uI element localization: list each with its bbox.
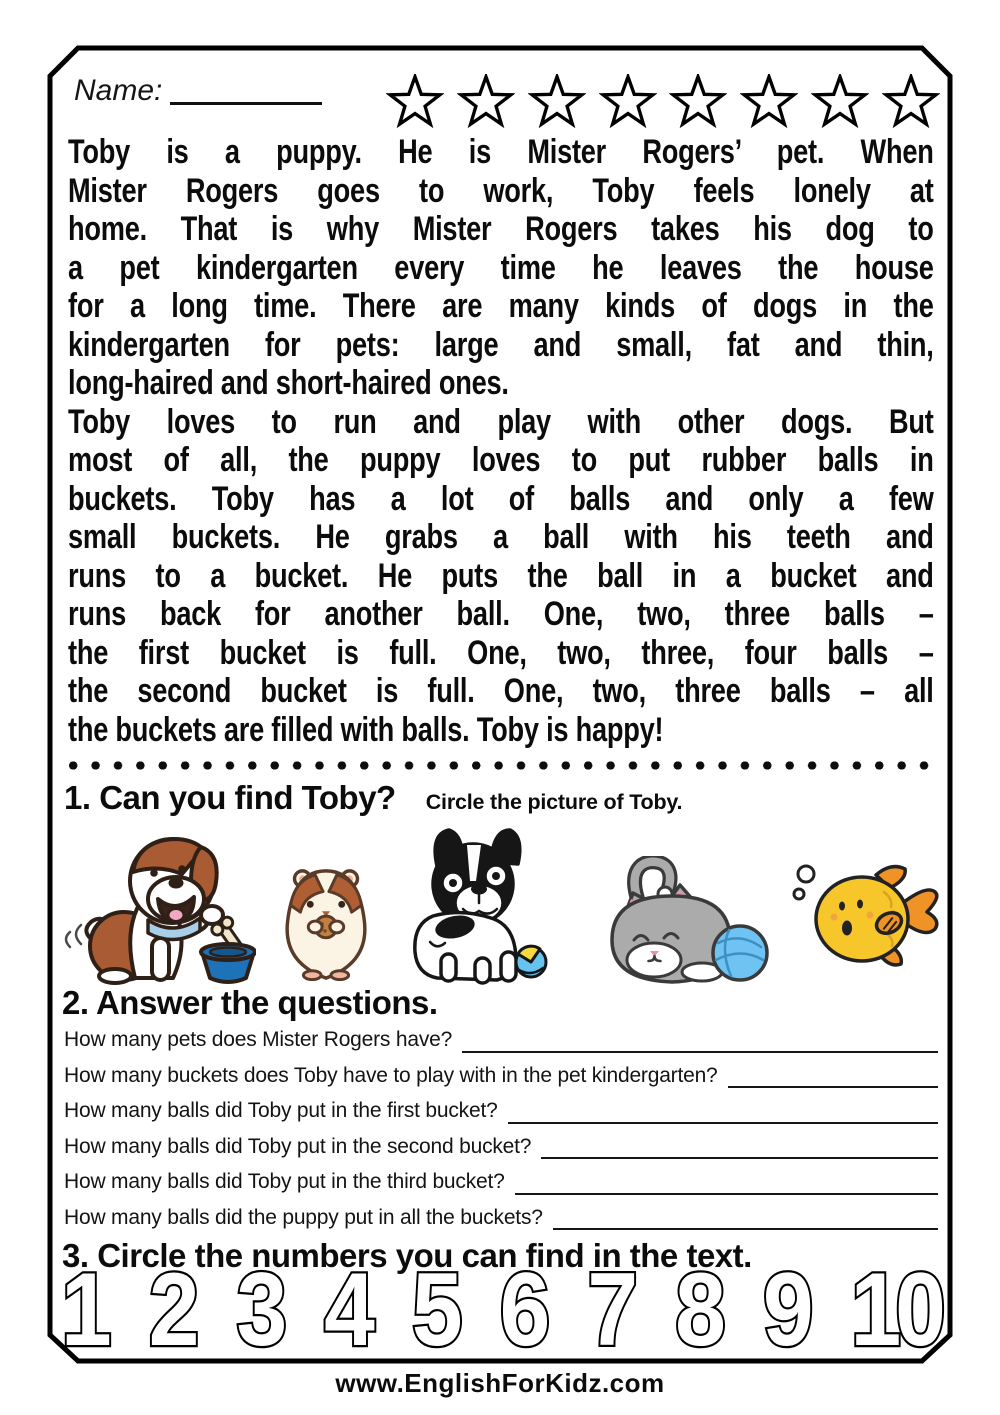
passage-line: Mister Rogers goes to work, Toby feels lonely at: [68, 171, 934, 210]
question-text: How many balls did Toby put in the third bucket?: [64, 1170, 505, 1193]
question1-heading: [64, 779, 682, 817]
star-icon[interactable]: [669, 74, 727, 130]
circle-number-3[interactable]: 3: [236, 1252, 288, 1368]
name-input-line[interactable]: [170, 78, 322, 105]
passage-line: home. That is why Mister Rogers takes his dog to: [68, 210, 934, 248]
question-row: [64, 1058, 938, 1094]
passage-line: for a long time. There are many kinds of dogs in the: [68, 287, 934, 325]
answer-blank[interactable]: [541, 1157, 938, 1159]
french-bulldog-option[interactable]: [397, 828, 552, 986]
question-text: How many balls did the puppy put in all the buckets?: [64, 1205, 543, 1229]
puppy-option[interactable]: [60, 828, 256, 986]
circle-number-2[interactable]: 2: [148, 1252, 200, 1368]
question2-heading: [62, 984, 438, 1022]
name-row: [74, 74, 322, 108]
star-icon[interactable]: [386, 74, 444, 130]
question1-instruction: Circle the picture of Toby.: [425, 790, 683, 814]
question-row: [64, 1200, 938, 1236]
circle-number-9[interactable]: 9: [762, 1252, 814, 1368]
star-icon[interactable]: [457, 74, 515, 130]
passage-line: the second bucket is full. One, two, three balls – all: [68, 672, 934, 710]
guinea-pig-option[interactable]: [272, 864, 380, 984]
question2-title: 2. Answer the questions.: [62, 984, 438, 1021]
passage-line: Toby is a puppy. He is Mister Rogers’ pet. When: [68, 133, 934, 171]
cat-option[interactable]: [568, 856, 774, 986]
star-icon[interactable]: [740, 74, 798, 130]
answer-blank[interactable]: [508, 1122, 938, 1124]
name-label: Name:: [74, 74, 163, 107]
question-text: How many buckets does Toby have to play with in the pet kindergarten?: [64, 1063, 718, 1087]
passage-line: runs back for another ball. One, two, three balls –: [68, 595, 934, 633]
question-text: How many pets does Mister Rogers have?: [64, 1028, 453, 1051]
star-icon[interactable]: [882, 74, 940, 130]
passage-line: runs to a bucket. He puts the ball in a bucket and: [68, 556, 934, 595]
circle-number-10[interactable]: 10: [850, 1252, 940, 1368]
passage-line: small buckets. He grabs a ball with his teeth and: [68, 518, 934, 556]
question1-title: 1. Can you find Toby?: [64, 779, 396, 816]
answer-blank[interactable]: [515, 1193, 938, 1195]
circle-number-4[interactable]: 4: [324, 1252, 375, 1368]
question-row: [64, 1022, 938, 1058]
circle-number-7[interactable]: 7: [587, 1252, 639, 1368]
circle-number-6[interactable]: 6: [499, 1252, 551, 1368]
passage-line: kindergarten for pets: large and small, fat and thin,: [68, 325, 934, 364]
answer-blank[interactable]: [553, 1228, 938, 1230]
question-text: How many balls did Toby put in the first bucket?: [64, 1099, 498, 1122]
question-row: [64, 1129, 938, 1165]
animal-options-row: [60, 824, 940, 986]
passage-line: buckets. Toby has a lot of balls and only a few: [68, 479, 934, 518]
passage-line: the buckets are filled with balls. Toby is happy!: [68, 710, 664, 749]
star-icon[interactable]: [811, 74, 869, 130]
star-icon[interactable]: [599, 74, 657, 130]
answer-blank[interactable]: [728, 1086, 938, 1088]
star-icon[interactable]: [528, 74, 586, 130]
question-row: [64, 1164, 938, 1200]
dotted-divider: [62, 760, 940, 771]
fish-option[interactable]: [790, 860, 940, 974]
question3-title: 3. Circle the numbers you can find in the text.: [62, 1237, 752, 1274]
answer-blank[interactable]: [462, 1051, 938, 1053]
passage-line: most of all, the puppy loves to put rubber balls in: [68, 441, 934, 479]
passage-line: long-haired and short-haired ones.: [68, 364, 509, 402]
passage-line: a pet kindergarten every time he leaves the house: [68, 248, 934, 287]
questions-list: [64, 1022, 938, 1235]
reading-passage: [68, 133, 934, 749]
footer: [0, 1368, 1000, 1399]
circle-number-8[interactable]: 8: [675, 1252, 726, 1368]
question-row: [64, 1093, 938, 1129]
website-link[interactable]: www.EnglishForKidz.com: [335, 1368, 665, 1398]
question-text: How many balls did Toby put in the second bucket?: [64, 1134, 532, 1158]
passage-line: the first bucket is full. One, two, three, four balls –: [68, 633, 934, 672]
circle-number-5[interactable]: 5: [411, 1252, 463, 1368]
passage-line: Toby loves to run and play with other dogs. But: [68, 402, 934, 441]
circle-number-1[interactable]: 1: [61, 1252, 112, 1368]
star-row: [386, 74, 940, 130]
